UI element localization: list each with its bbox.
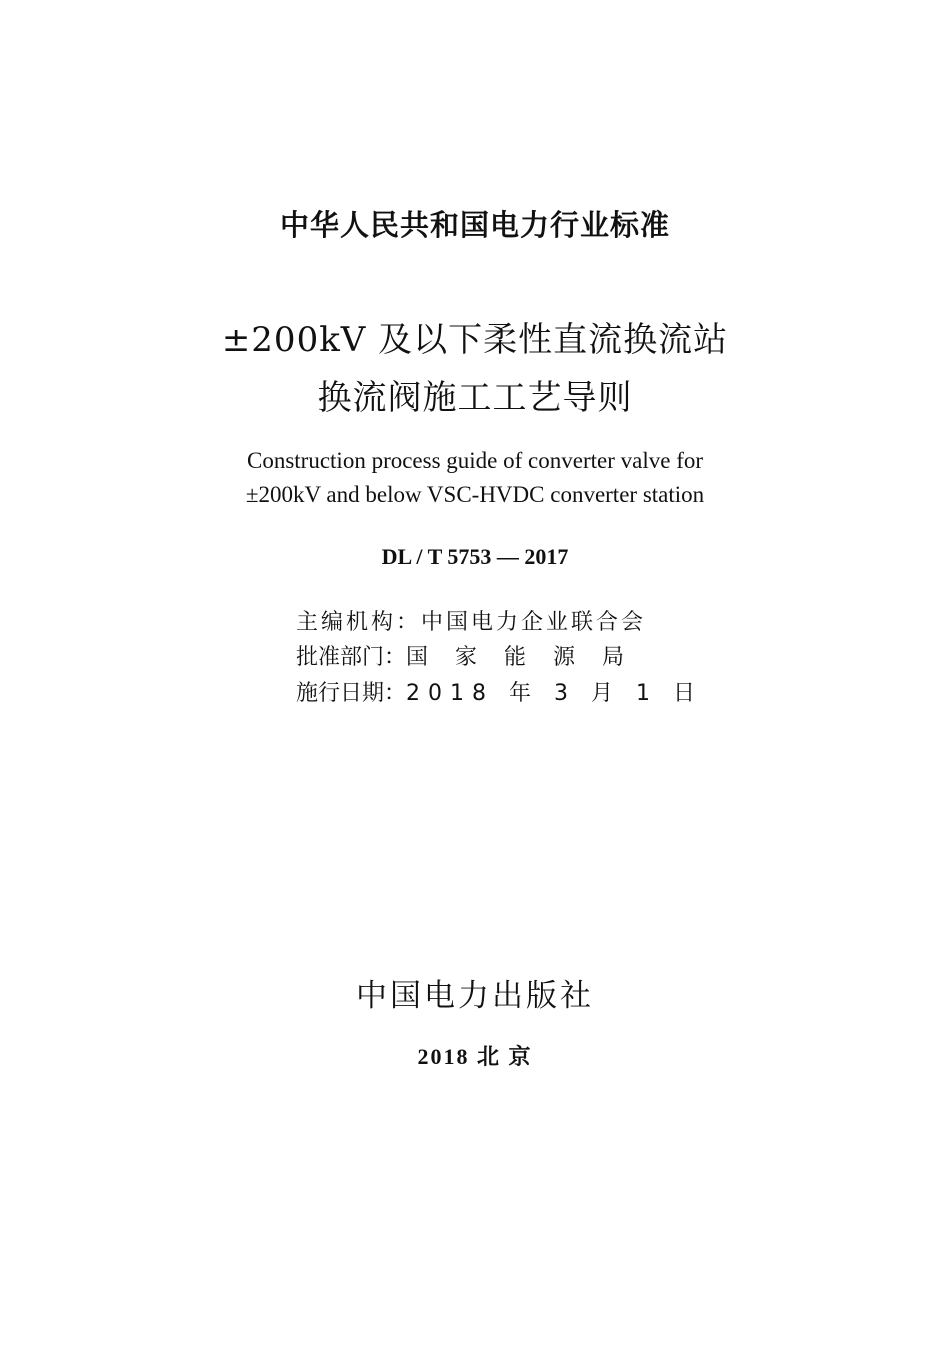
meta-approver-label: 批准部门： bbox=[296, 645, 407, 670]
title-en-line-2: ±200kV and below VSC-HVDC converter station bbox=[245, 482, 705, 507]
meta-approver-value: 国家能源局 bbox=[406, 645, 652, 670]
standard-category-heading: 中华人民共和国电力行业标准 bbox=[279, 208, 670, 242]
title-cn-line-1: ±200kV 及以下柔性直流换流站 bbox=[221, 320, 729, 360]
meta-date-label: 施行日期： bbox=[296, 681, 407, 706]
title-en-line-1: Construction process guide of converter valve for bbox=[246, 448, 704, 473]
title-cn-line-2: 换流阀施工工艺导则 bbox=[317, 378, 633, 418]
meta-editor-row bbox=[296, 605, 646, 636]
meta-date-row bbox=[296, 676, 703, 707]
meta-editor-value: 中国电力企业联合会 bbox=[421, 610, 647, 635]
publisher-name: 中国电力出版社 bbox=[356, 978, 594, 1014]
meta-date-value: 2018 年 3 月 1 日 bbox=[406, 681, 703, 706]
publication-year-place: 2018 北 京 bbox=[417, 1044, 533, 1069]
meta-editor-label: 主编机构： bbox=[296, 610, 422, 635]
meta-approver-row bbox=[296, 640, 651, 671]
standard-number: DL / T 5753 — 2017 bbox=[381, 544, 569, 569]
